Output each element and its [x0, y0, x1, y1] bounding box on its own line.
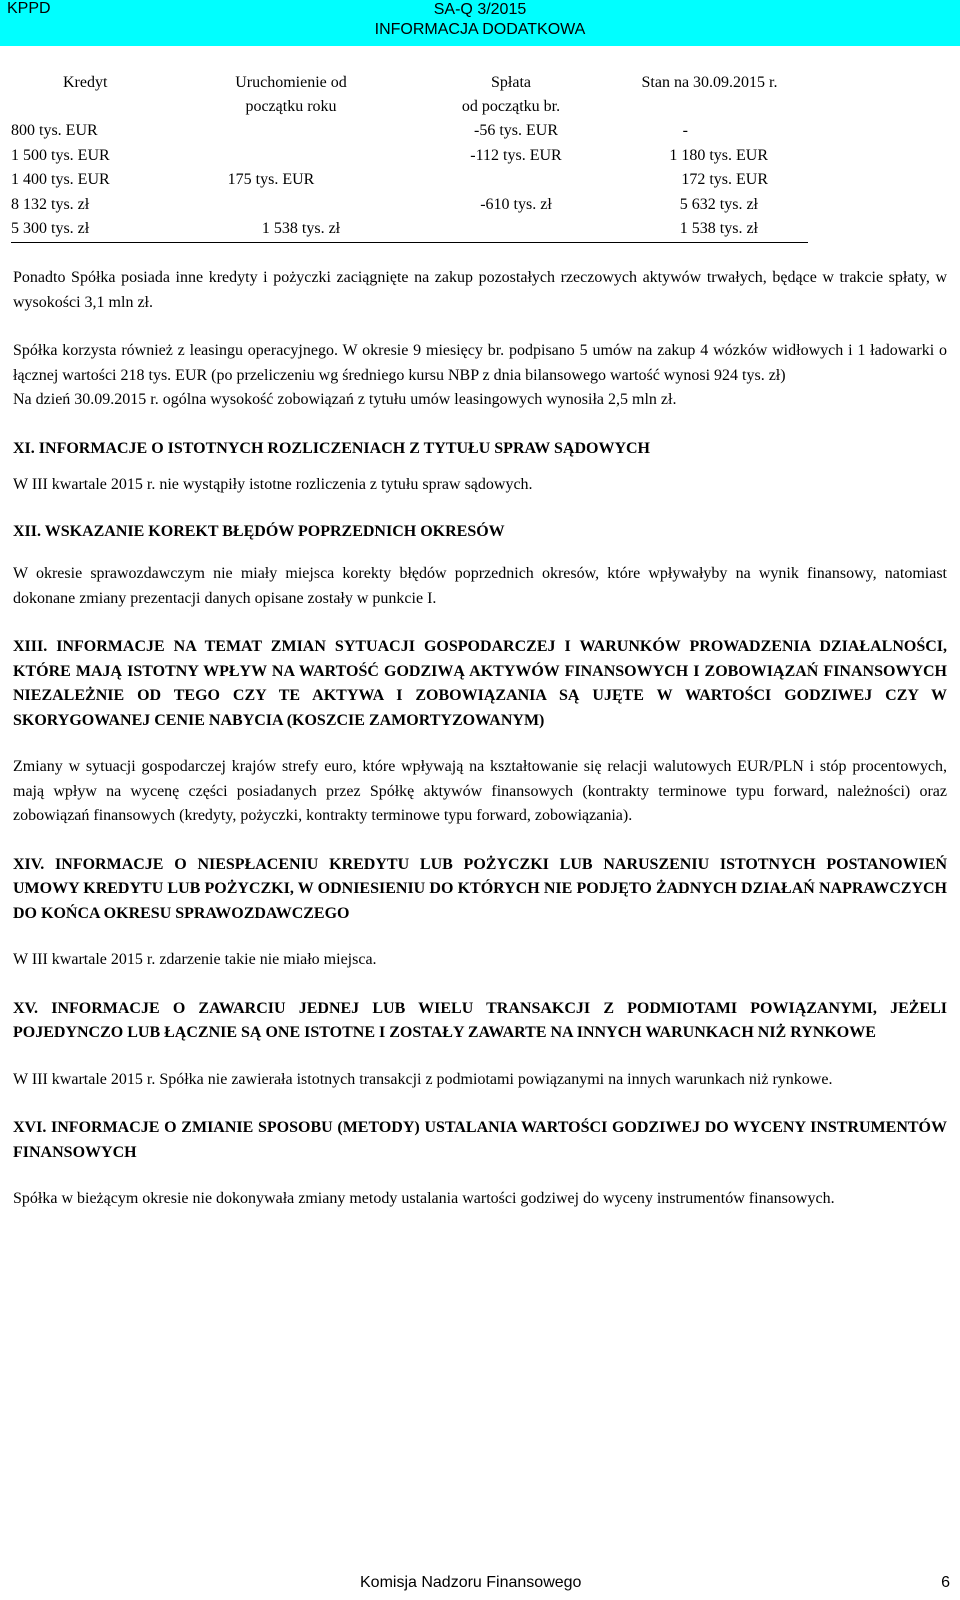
cell-kredyt: 1 500 tys. EUR [11, 146, 110, 164]
document-header [0, 0, 960, 46]
cell-splata: -610 tys. zł [480, 195, 552, 213]
cell-stan: 5 632 tys. zł [679, 195, 758, 213]
section-heading-xiv: XIV. INFORMACJE O NIESPŁACENIU KREDYTU LUB POŻYCZKI LUB NARUSZENIU ISTOTNYCH POSTANOWIEŃ UMOWY KREDYTU LUB POŻYCZKI, W ODNIESIENIU DO KTÓRYCH NIE PODJĘTO ŻADNYCH DZIAŁAŃ NAPRAWCZYCH DO KOŃCA OKRESU SPRAWOZDAWCZEGO [13, 855, 947, 922]
section-text-xvi: Spółka w bieżącym okresie nie dokonywała zmiany metody ustalania wartości godziwej do wyceny instrumentów finansowych. [13, 1190, 835, 1207]
footer-institution: Komisja Nadzoru Finansowego [360, 1574, 582, 1591]
paragraph-other-loans: Ponadto Spółka posiada inne kredyty i pożyczki zaciągnięte na zakup pozostałych rzeczowych aktywów trwałych, będące w trakcie spłaty, w wysokości 3,1 mln zł. [13, 269, 947, 311]
table-row [11, 119, 808, 144]
cell-kredyt: 1 400 tys. EUR [11, 171, 110, 188]
section-heading-xii: XII. WSKAZANIE KOREKT BŁĘDÓW POPRZEDNICH OKRESÓW [13, 522, 505, 540]
cell-splata: -112 tys. EUR [470, 146, 562, 164]
cell-kredyt: 8 132 tys. zł [11, 195, 90, 213]
header-report-section: INFORMACJA DODATKOWA [374, 21, 586, 38]
cell-stan: - [682, 122, 688, 139]
table-row [11, 217, 808, 242]
section-text-xiii: Zmiany w sytuacji gospodarczej krajów strefy euro, które wpływają na kształtowanie się relacji walutowych EUR/PLN i stóp procentowych, mają wpływ na wycenę części posiadanych przez Spółkę aktywów finansowych (kontrakty terminowe typu forward, należności) oraz zobowiązań finansowych (kredyty, pożyczki, kontrakty terminowe typu forward, zobowiązania). [13, 758, 947, 824]
section-heading-xi: XI. INFORMACJE O ISTOTNYCH ROZLICZENIACH Z TYTUŁU SPRAW SĄDOWYCH [13, 439, 650, 457]
col-header-splata: Spłata od początku br. [461, 74, 561, 115]
col-header-uruchomienie: Uruchomienie od początku roku [235, 74, 347, 115]
section-text-xiv: W III kwartale 2015 r. zdarzenie takie nie miało miejsca. [13, 951, 377, 968]
table-row [11, 168, 808, 193]
document-body [13, 266, 947, 1212]
section-heading-xv: XV. INFORMACJE O ZAWARCIU JEDNEJ LUB WIELU TRANSAKCJI Z PODMIOTAMI POWIĄZANYMI, JEŻELI POJEDYNCZO LUB ŁĄCZNIE SĄ ONE ISTOTNE I ZOSTAŁY ZAWARTE NA INNYCH WARUNKACH NIŻ RYNKOWE [13, 999, 947, 1041]
section-heading-xiii: XIII. INFORMACJE NA TEMAT ZMIAN SYTUACJI GOSPODARCZEJ I WARUNKÓW PROWADZENIA DZIAŁALNOŚCI, KTÓRE MAJĄ ISTOTNY WPŁYW NA WARTOŚĆ GODZIWĄ AKTYWÓW FINANSOWYCH I ZOBOWIĄZAŃ FINANSOWYCH NIEZALEŻNIE OD TEGO CZY TE AKTYWA I ZOBOWIĄZANIA SĄ UJĘTE W WARTOŚCI GODZIWEJ CZY W SKORYGOWANEJ CENIE NABYCIA (KOSZCIE ZAMORTYZOWANYM) [13, 638, 947, 729]
header-title [0, 0, 960, 40]
table-row [11, 193, 808, 218]
section-text-xii: W okresie sprawozdawczym nie miały miejsca korekty błędów poprzednich okresów, które wpływałyby na wynik finansowy, natomiast dokonane zmiany prezentacji danych opisane zostały w punkcie I. [13, 565, 947, 607]
section-heading-xvi: XVI. INFORMACJE O ZMIANIE SPOSOBU (METODY) USTALANIA WARTOŚCI GODZIWEJ DO WYCENY INSTRUMENTÓW FINANSOWYCH [13, 1119, 947, 1161]
loans-table-header [11, 71, 808, 119]
section-text-xv: W III kwartale 2015 r. Spółka nie zawierała istotnych transakcji z podmiotami powiązanymi na innych warunkach niż rynkowe. [13, 1070, 833, 1088]
cell-stan: 1 538 tys. zł [679, 220, 758, 237]
header-company: KPPD [7, 0, 51, 17]
cell-kredyt: 800 tys. EUR [11, 122, 98, 139]
header-report-code: SA-Q 3/2015 [433, 1, 527, 18]
cell-uruchomienie: 1 538 tys. zł [261, 220, 341, 237]
col-header-stan: Stan na 30.09.2015 r. [641, 74, 778, 91]
paragraph-leasing: Spółka korzysta również z leasingu operacyjnego. W okresie 9 miesięcy br. podpisano 5 umów na zakup 4 wózków widłowych i 1 ładowarki o łącznej wartości 218 tys. EUR (po przeliczeniu wg średniego kursu NBP z dnia bilansowego wartość wynosi 924 tys. zł) [13, 342, 947, 384]
paragraph-leasing-total: Na dzień 30.09.2015 r. ogólna wysokość zobowiązań z tytułu umów leasingowych wynosiła 2,5 mln zł. [13, 391, 677, 408]
cell-uruchomienie: 175 tys. EUR [227, 171, 315, 188]
cell-kredyt: 5 300 tys. zł [11, 220, 90, 237]
cell-stan: 1 180 tys. EUR [669, 146, 768, 164]
cell-stan: 172 tys. EUR [681, 171, 768, 188]
loans-table [11, 71, 808, 243]
page-number: 6 [941, 1574, 950, 1591]
cell-splata: -56 tys. EUR [474, 122, 558, 139]
col-header-kredyt: Kredyt [63, 74, 108, 91]
table-row [11, 144, 808, 169]
section-text-xi: W III kwartale 2015 r. nie wystąpiły istotne rozliczenia z tytułu spraw sądowych. [13, 476, 533, 493]
